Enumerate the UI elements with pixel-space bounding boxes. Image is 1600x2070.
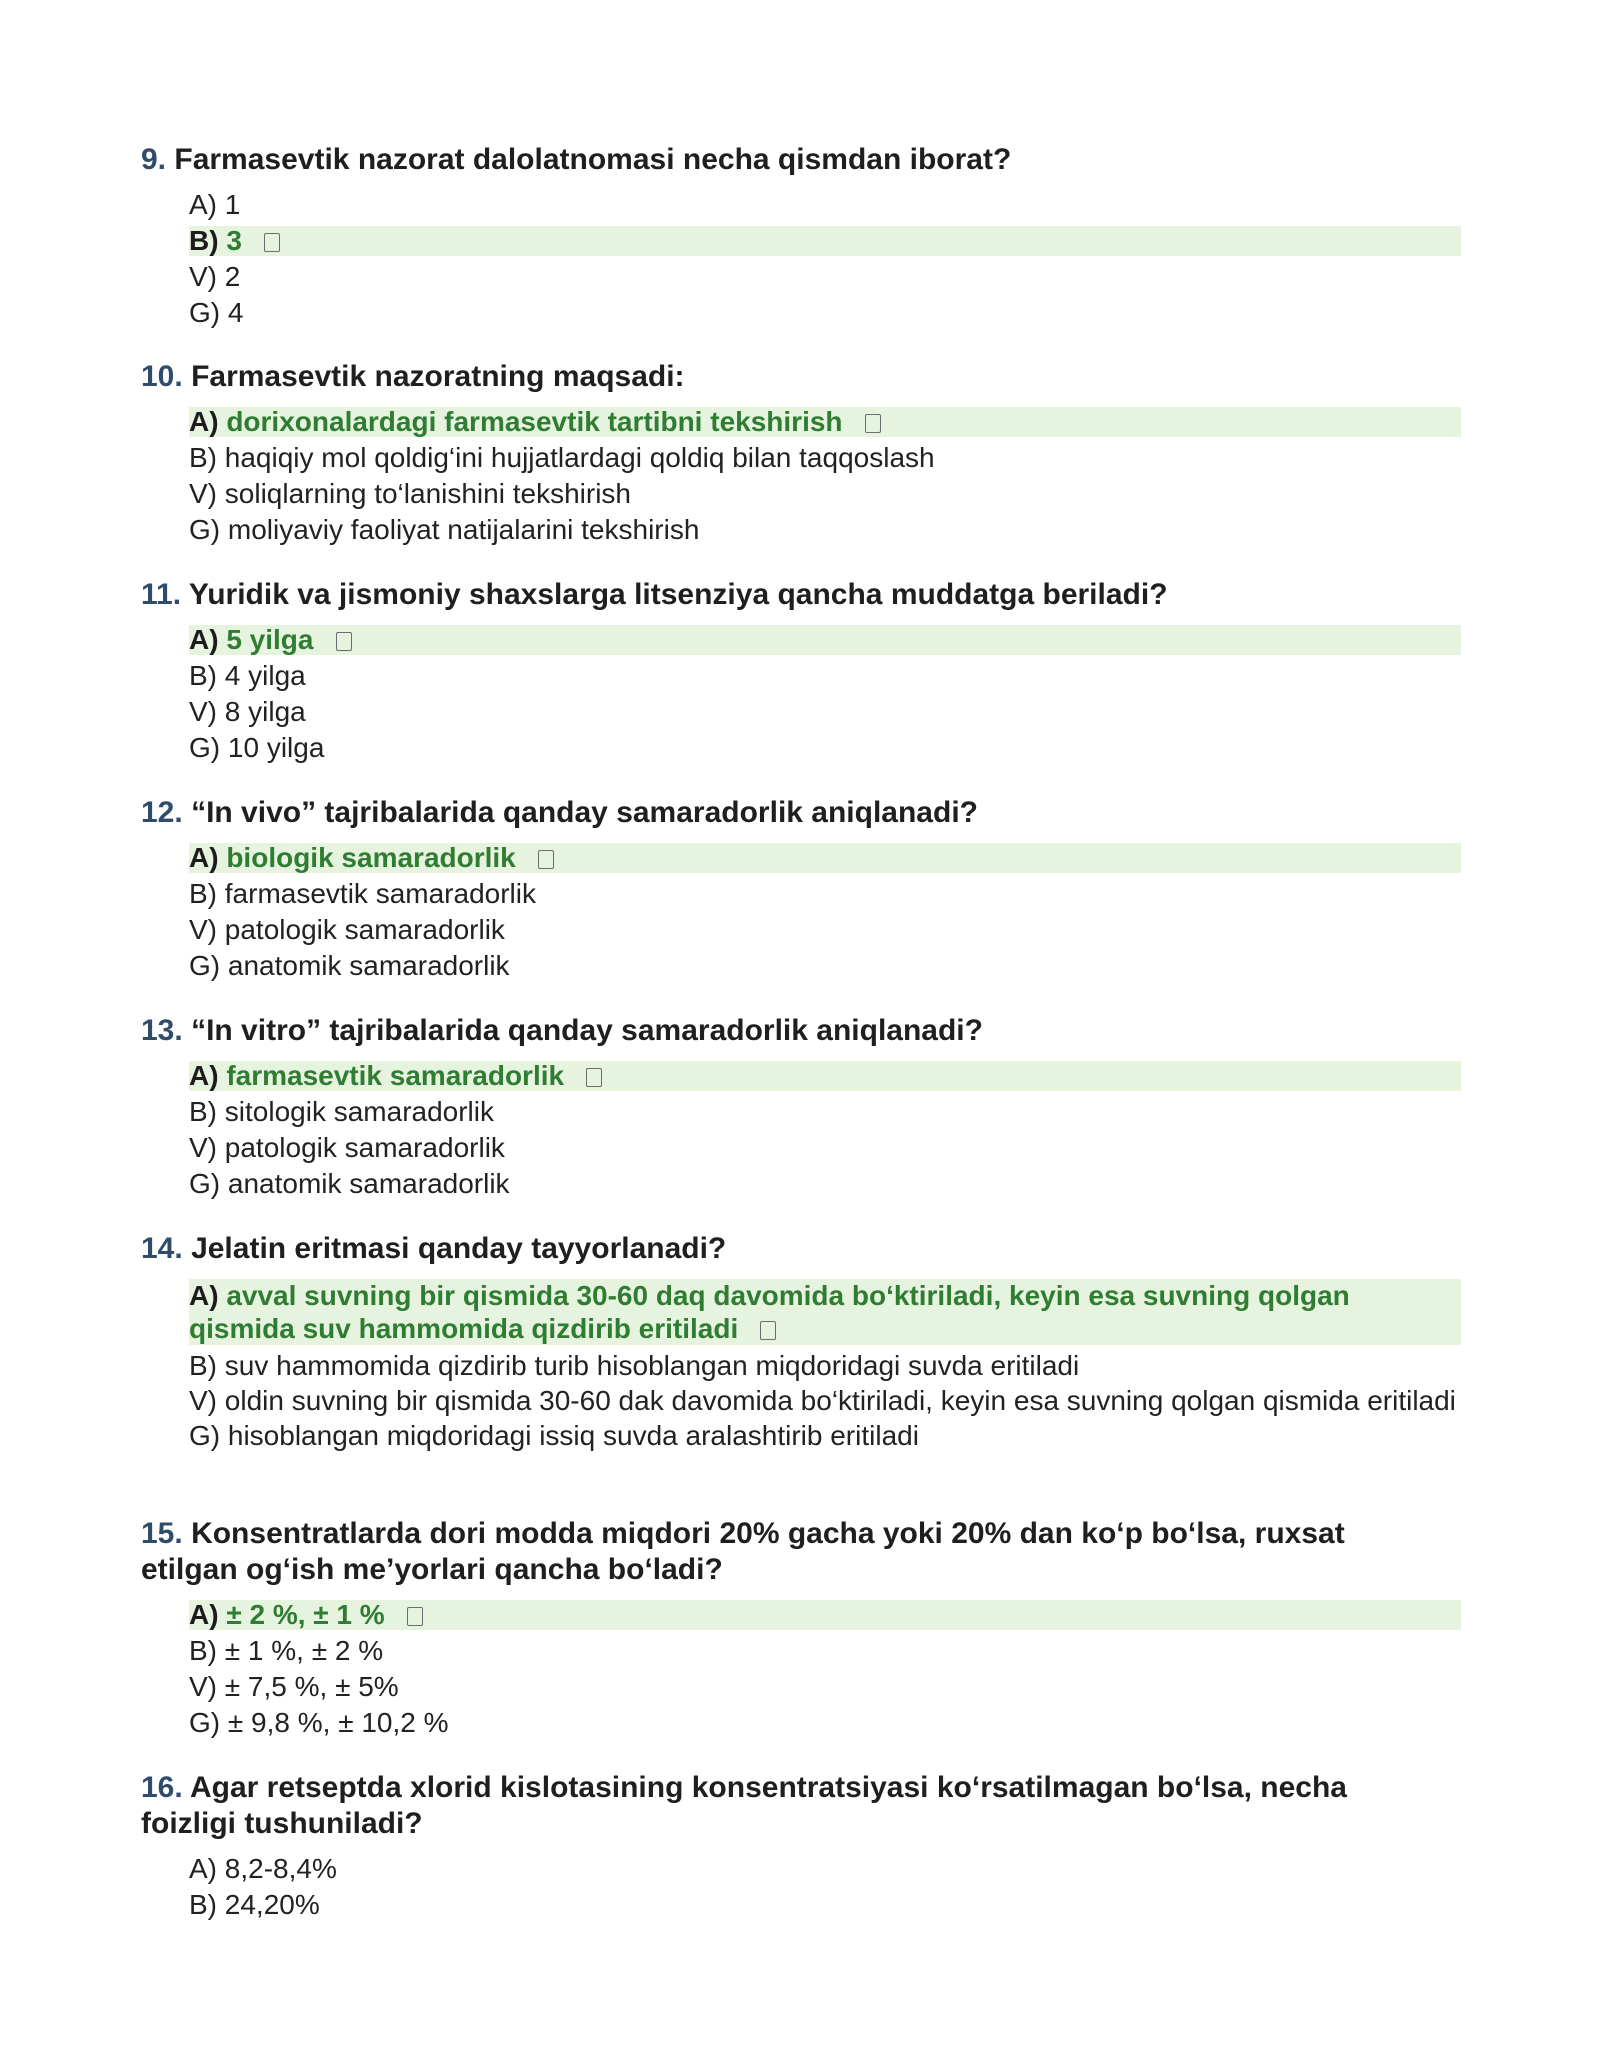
option-text: avval suvning bir qismida 30-60 daq davomida bo‘ktiriladi, keyin esa suvning qolgan qismida suv hammomida qizdirib eritiladi <box>189 1280 1350 1344</box>
option-letter: G) <box>189 1707 221 1738</box>
option-v <box>189 1384 1461 1418</box>
question-title <box>141 142 1411 178</box>
option-v <box>189 1669 1461 1705</box>
option-letter: A) <box>189 1853 217 1884</box>
option-b <box>189 1348 1461 1384</box>
option-v <box>189 1130 1461 1166</box>
option-g <box>189 512 1461 548</box>
option-text: sitologik samaradorlik <box>224 1096 494 1127</box>
option-g <box>189 948 1461 984</box>
option-a <box>189 187 1461 223</box>
option-letter: G) <box>189 950 221 981</box>
option-letter: A) <box>189 189 217 220</box>
option-b <box>189 1633 1461 1669</box>
checkbox-icon <box>760 1321 776 1340</box>
option-a-correct <box>189 843 1461 873</box>
option-text: farmasevtik samaradorlik <box>224 878 536 909</box>
option-text: 10 yilga <box>227 732 325 763</box>
question-title <box>141 577 1411 613</box>
option-text: suv hammomida qizdirib turib hisoblangan miqdoridagi suvda eritiladi <box>224 1350 1080 1381</box>
option-list <box>189 187 1461 331</box>
option-letter: B) <box>189 442 217 473</box>
option-list <box>189 622 1461 766</box>
option-v <box>189 694 1461 730</box>
option-text: 8,2-8,4% <box>224 1853 337 1884</box>
option-letter: B) <box>189 1350 217 1381</box>
option-letter: A) <box>189 1060 219 1091</box>
option-a-correct <box>189 1061 1461 1091</box>
option-text: oldin suvning bir qismida 30-60 dak davomida bo‘ktiriladi, keyin esa suvning qolgan qismida eritiladi <box>224 1385 1456 1416</box>
option-letter: B) <box>189 1889 217 1920</box>
question-text: Yuridik va jismoniy shaxslarga litsenziya qancha muddatga beriladi? <box>188 578 1168 611</box>
checkbox-icon <box>407 1607 423 1626</box>
option-text: ± 2 %, ± 1 % <box>226 1599 385 1630</box>
option-letter: G) <box>189 297 221 328</box>
question-text: “In vivo” tajribalarida qanday samaradorlik aniqlanadi? <box>191 796 978 829</box>
question-number: 12. <box>141 796 183 829</box>
option-text: dorixonalardagi farmasevtik tartibni tekshirish <box>226 406 843 437</box>
question-title <box>141 1516 1411 1588</box>
question-number: 15. <box>141 1517 183 1550</box>
option-b <box>189 1887 1461 1923</box>
option-letter: V) <box>189 1132 217 1163</box>
option-letter: A) <box>189 406 219 437</box>
option-text: 4 <box>227 297 244 328</box>
option-text: ± 7,5 %, ± 5% <box>224 1671 399 1702</box>
option-list <box>189 404 1461 548</box>
option-letter: B) <box>189 1635 217 1666</box>
question-title <box>141 795 1411 831</box>
question-text: “In vitro” tajribalarida qanday samaradorlik aniqlanadi? <box>191 1014 983 1047</box>
option-text: ± 1 %, ± 2 % <box>224 1635 384 1666</box>
option-a-correct <box>189 1600 1461 1630</box>
option-list <box>189 840 1461 984</box>
option-g <box>189 730 1461 766</box>
option-a-correct <box>189 407 1461 437</box>
question-text: Farmasevtik nazorat dalolatnomasi necha qismdan iborat? <box>174 143 1012 176</box>
option-g <box>189 1166 1461 1202</box>
option-text: patologik samaradorlik <box>224 914 505 945</box>
option-a-correct <box>189 625 1461 655</box>
option-text: soliqlarning to‘lanishini tekshirish <box>224 478 631 509</box>
option-letter: V) <box>189 1671 217 1702</box>
option-letter: G) <box>189 1420 221 1451</box>
option-letter: G) <box>189 1168 221 1199</box>
option-text: biologik samaradorlik <box>226 842 516 873</box>
option-text: farmasevtik samaradorlik <box>226 1060 565 1091</box>
option-letter: V) <box>189 478 217 509</box>
option-list <box>189 1058 1461 1202</box>
option-text: 4 yilga <box>224 660 306 691</box>
option-g <box>189 295 1461 331</box>
option-b <box>189 1094 1461 1130</box>
option-a-correct <box>189 1279 1461 1345</box>
option-letter: B) <box>189 660 217 691</box>
option-v <box>189 476 1461 512</box>
question-title <box>141 1231 1411 1267</box>
option-text: 3 <box>226 225 242 256</box>
question-title <box>141 359 1411 395</box>
question-number: 10. <box>141 360 183 393</box>
option-letter: V) <box>189 1385 217 1416</box>
option-text: 2 <box>224 261 241 292</box>
checkbox-icon <box>865 414 881 433</box>
option-letter: A) <box>189 842 219 873</box>
option-letter: B) <box>189 225 219 256</box>
option-text: patologik samaradorlik <box>224 1132 505 1163</box>
option-v <box>189 912 1461 948</box>
option-text: ± 9,8 %, ± 10,2 % <box>227 1707 449 1738</box>
option-b <box>189 876 1461 912</box>
checkbox-icon <box>538 850 554 869</box>
option-text: 1 <box>224 189 241 220</box>
option-v <box>189 259 1461 295</box>
option-letter: B) <box>189 1096 217 1127</box>
question-number: 14. <box>141 1232 183 1265</box>
question-number: 9. <box>141 143 167 176</box>
option-letter: B) <box>189 878 217 909</box>
question-number: 11. <box>141 578 182 611</box>
question-text: Jelatin eritmasi qanday tayyorlanadi? <box>191 1232 727 1265</box>
option-text: moliyaviy faoliyat natijalarini tekshirish <box>227 514 700 545</box>
question-text: Agar retseptda xlorid kislotasining konsentratsiyasi ko‘rsatilmagan bo‘lsa, necha foizligi tushuniladi? <box>141 1771 1347 1840</box>
question-text: Konsentratlarda dori modda miqdori 20% gacha yoki 20% dan ko‘p bo‘lsa, ruxsat etilgan og‘ish me’yorlari qancha bo‘ladi? <box>141 1517 1345 1586</box>
question-number: 13. <box>141 1014 183 1047</box>
option-letter: G) <box>189 732 221 763</box>
checkbox-icon <box>336 632 352 651</box>
option-text: 5 yilga <box>226 624 314 655</box>
option-letter: V) <box>189 696 217 727</box>
option-text: haqiqiy mol qoldig‘ini hujjatlardagi qoldiq bilan taqqoslash <box>224 442 935 473</box>
option-b-correct <box>189 226 1461 256</box>
option-list <box>189 1851 1461 1923</box>
option-text: anatomik samaradorlik <box>227 1168 510 1199</box>
option-letter: V) <box>189 914 217 945</box>
option-letter: A) <box>189 624 219 655</box>
option-letter: A) <box>189 1599 219 1630</box>
option-b <box>189 658 1461 694</box>
question-text: Farmasevtik nazoratning maqsadi: <box>191 360 685 393</box>
option-letter: G) <box>189 514 221 545</box>
option-text: anatomik samaradorlik <box>227 950 510 981</box>
option-text: 8 yilga <box>224 696 306 727</box>
option-letter: A) <box>189 1280 219 1311</box>
checkbox-icon <box>586 1068 602 1087</box>
option-g <box>189 1418 1461 1454</box>
option-text: hisoblangan miqdoridagi issiq suvda aralashtirib eritiladi <box>227 1420 919 1451</box>
option-list <box>189 1276 1461 1454</box>
option-a <box>189 1851 1461 1887</box>
option-b <box>189 440 1461 476</box>
option-text: 24,20% <box>224 1889 320 1920</box>
question-number: 16. <box>141 1771 183 1804</box>
option-list <box>189 1597 1461 1741</box>
option-letter: V) <box>189 261 217 292</box>
checkbox-icon <box>264 233 280 252</box>
question-title <box>141 1013 1411 1049</box>
question-title <box>141 1770 1411 1842</box>
option-g <box>189 1705 1461 1741</box>
